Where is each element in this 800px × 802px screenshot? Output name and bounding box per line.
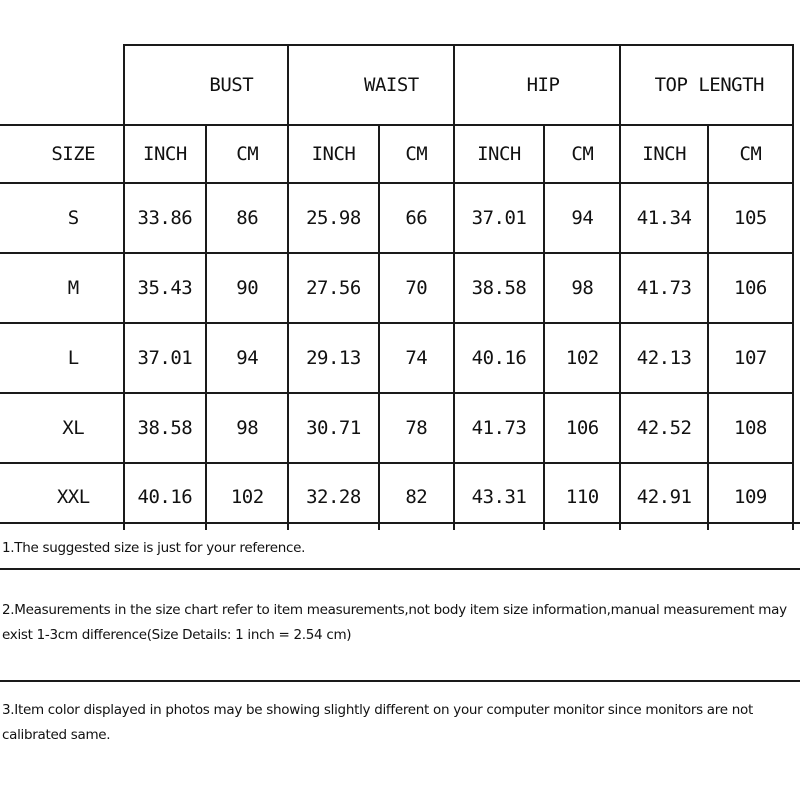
bust-cm-value: 94 bbox=[206, 323, 288, 393]
hip-cm-value: 94 bbox=[544, 183, 620, 253]
waist-cm-value: 70 bbox=[379, 253, 454, 323]
note-3-text: 3.Item color displayed in photos may be showing slightly different on your computer monitor since monitors are not calibrated same. bbox=[2, 702, 753, 743]
top-length-cm-value: 108 bbox=[708, 393, 793, 463]
top-length-cm-value: 109 bbox=[708, 463, 793, 530]
size-chart-table bbox=[0, 44, 794, 530]
top-length-inch-value: 41.73 bbox=[620, 253, 707, 323]
bust-cm-value: 86 bbox=[206, 183, 288, 253]
bust-cm-value: 90 bbox=[206, 253, 288, 323]
blank-corner-cell bbox=[0, 45, 124, 125]
size-label: M bbox=[0, 253, 124, 323]
unit-header-cell: INCH bbox=[124, 125, 207, 183]
unit-header-cell: CM bbox=[708, 125, 793, 183]
bust-inch-value: 40.16 bbox=[124, 463, 207, 530]
bust-inch-value: 35.43 bbox=[124, 253, 207, 323]
unit-header-cell: INCH bbox=[288, 125, 379, 183]
unit-header-cell: INCH bbox=[454, 125, 545, 183]
note-2 bbox=[0, 568, 800, 680]
note-1-text: 1.The suggested size is just for your reference. bbox=[2, 540, 306, 556]
bust-inch-value: 33.86 bbox=[124, 183, 207, 253]
size-label: S bbox=[0, 183, 124, 253]
unit-header-cell: CM bbox=[379, 125, 454, 183]
table-row bbox=[0, 183, 793, 253]
waist-inch-value: 27.56 bbox=[288, 253, 379, 323]
group-header-row bbox=[0, 45, 793, 125]
hip-cm-value: 102 bbox=[544, 323, 620, 393]
hip-inch-value: 38.58 bbox=[454, 253, 545, 323]
hip-cm-value: 98 bbox=[544, 253, 620, 323]
size-label: XXL bbox=[0, 463, 124, 530]
bust-header: BUST bbox=[124, 45, 289, 125]
bust-inch-value: 38.58 bbox=[124, 393, 207, 463]
waist-cm-value: 78 bbox=[379, 393, 454, 463]
unit-header-row bbox=[0, 125, 793, 183]
unit-header-cell: CM bbox=[206, 125, 288, 183]
note-3 bbox=[0, 680, 800, 802]
bust-cm-value: 98 bbox=[206, 393, 288, 463]
top-length-cm-value: 106 bbox=[708, 253, 793, 323]
hip-header: HIP bbox=[454, 45, 621, 125]
note-2-text: 2.Measurements in the size chart refer to item measurements,not body item size information,manual measurement may exist 1-3cm difference(Size Details: 1 inch = 2.54 cm) bbox=[2, 602, 787, 643]
waist-cm-value: 82 bbox=[379, 463, 454, 530]
hip-inch-value: 41.73 bbox=[454, 393, 545, 463]
hip-inch-value: 43.31 bbox=[454, 463, 545, 530]
size-label: XL bbox=[0, 393, 124, 463]
waist-inch-value: 32.28 bbox=[288, 463, 379, 530]
top-length-inch-value: 42.13 bbox=[620, 323, 707, 393]
top-length-cm-value: 105 bbox=[708, 183, 793, 253]
size-column-header: SIZE bbox=[0, 125, 124, 183]
waist-cm-value: 74 bbox=[379, 323, 454, 393]
hip-cm-value: 106 bbox=[544, 393, 620, 463]
top-length-header: TOP LENGTH bbox=[620, 45, 793, 125]
waist-inch-value: 25.98 bbox=[288, 183, 379, 253]
hip-inch-value: 37.01 bbox=[454, 183, 545, 253]
size-label: L bbox=[0, 323, 124, 393]
hip-cm-value: 110 bbox=[544, 463, 620, 530]
waist-cm-value: 66 bbox=[379, 183, 454, 253]
top-length-cm-value: 107 bbox=[708, 323, 793, 393]
top-length-inch-value: 41.34 bbox=[620, 183, 707, 253]
bust-inch-value: 37.01 bbox=[124, 323, 207, 393]
top-length-inch-value: 42.91 bbox=[620, 463, 707, 530]
waist-inch-value: 30.71 bbox=[288, 393, 379, 463]
unit-header-cell: CM bbox=[544, 125, 620, 183]
waist-header: WAIST bbox=[288, 45, 454, 125]
table-row bbox=[0, 253, 793, 323]
bust-cm-value: 102 bbox=[206, 463, 288, 530]
table-row bbox=[0, 323, 793, 393]
waist-inch-value: 29.13 bbox=[288, 323, 379, 393]
top-length-inch-value: 42.52 bbox=[620, 393, 707, 463]
hip-inch-value: 40.16 bbox=[454, 323, 545, 393]
unit-header-cell: INCH bbox=[620, 125, 707, 183]
table-row bbox=[0, 463, 793, 530]
note-1 bbox=[0, 522, 800, 568]
table-row bbox=[0, 393, 793, 463]
